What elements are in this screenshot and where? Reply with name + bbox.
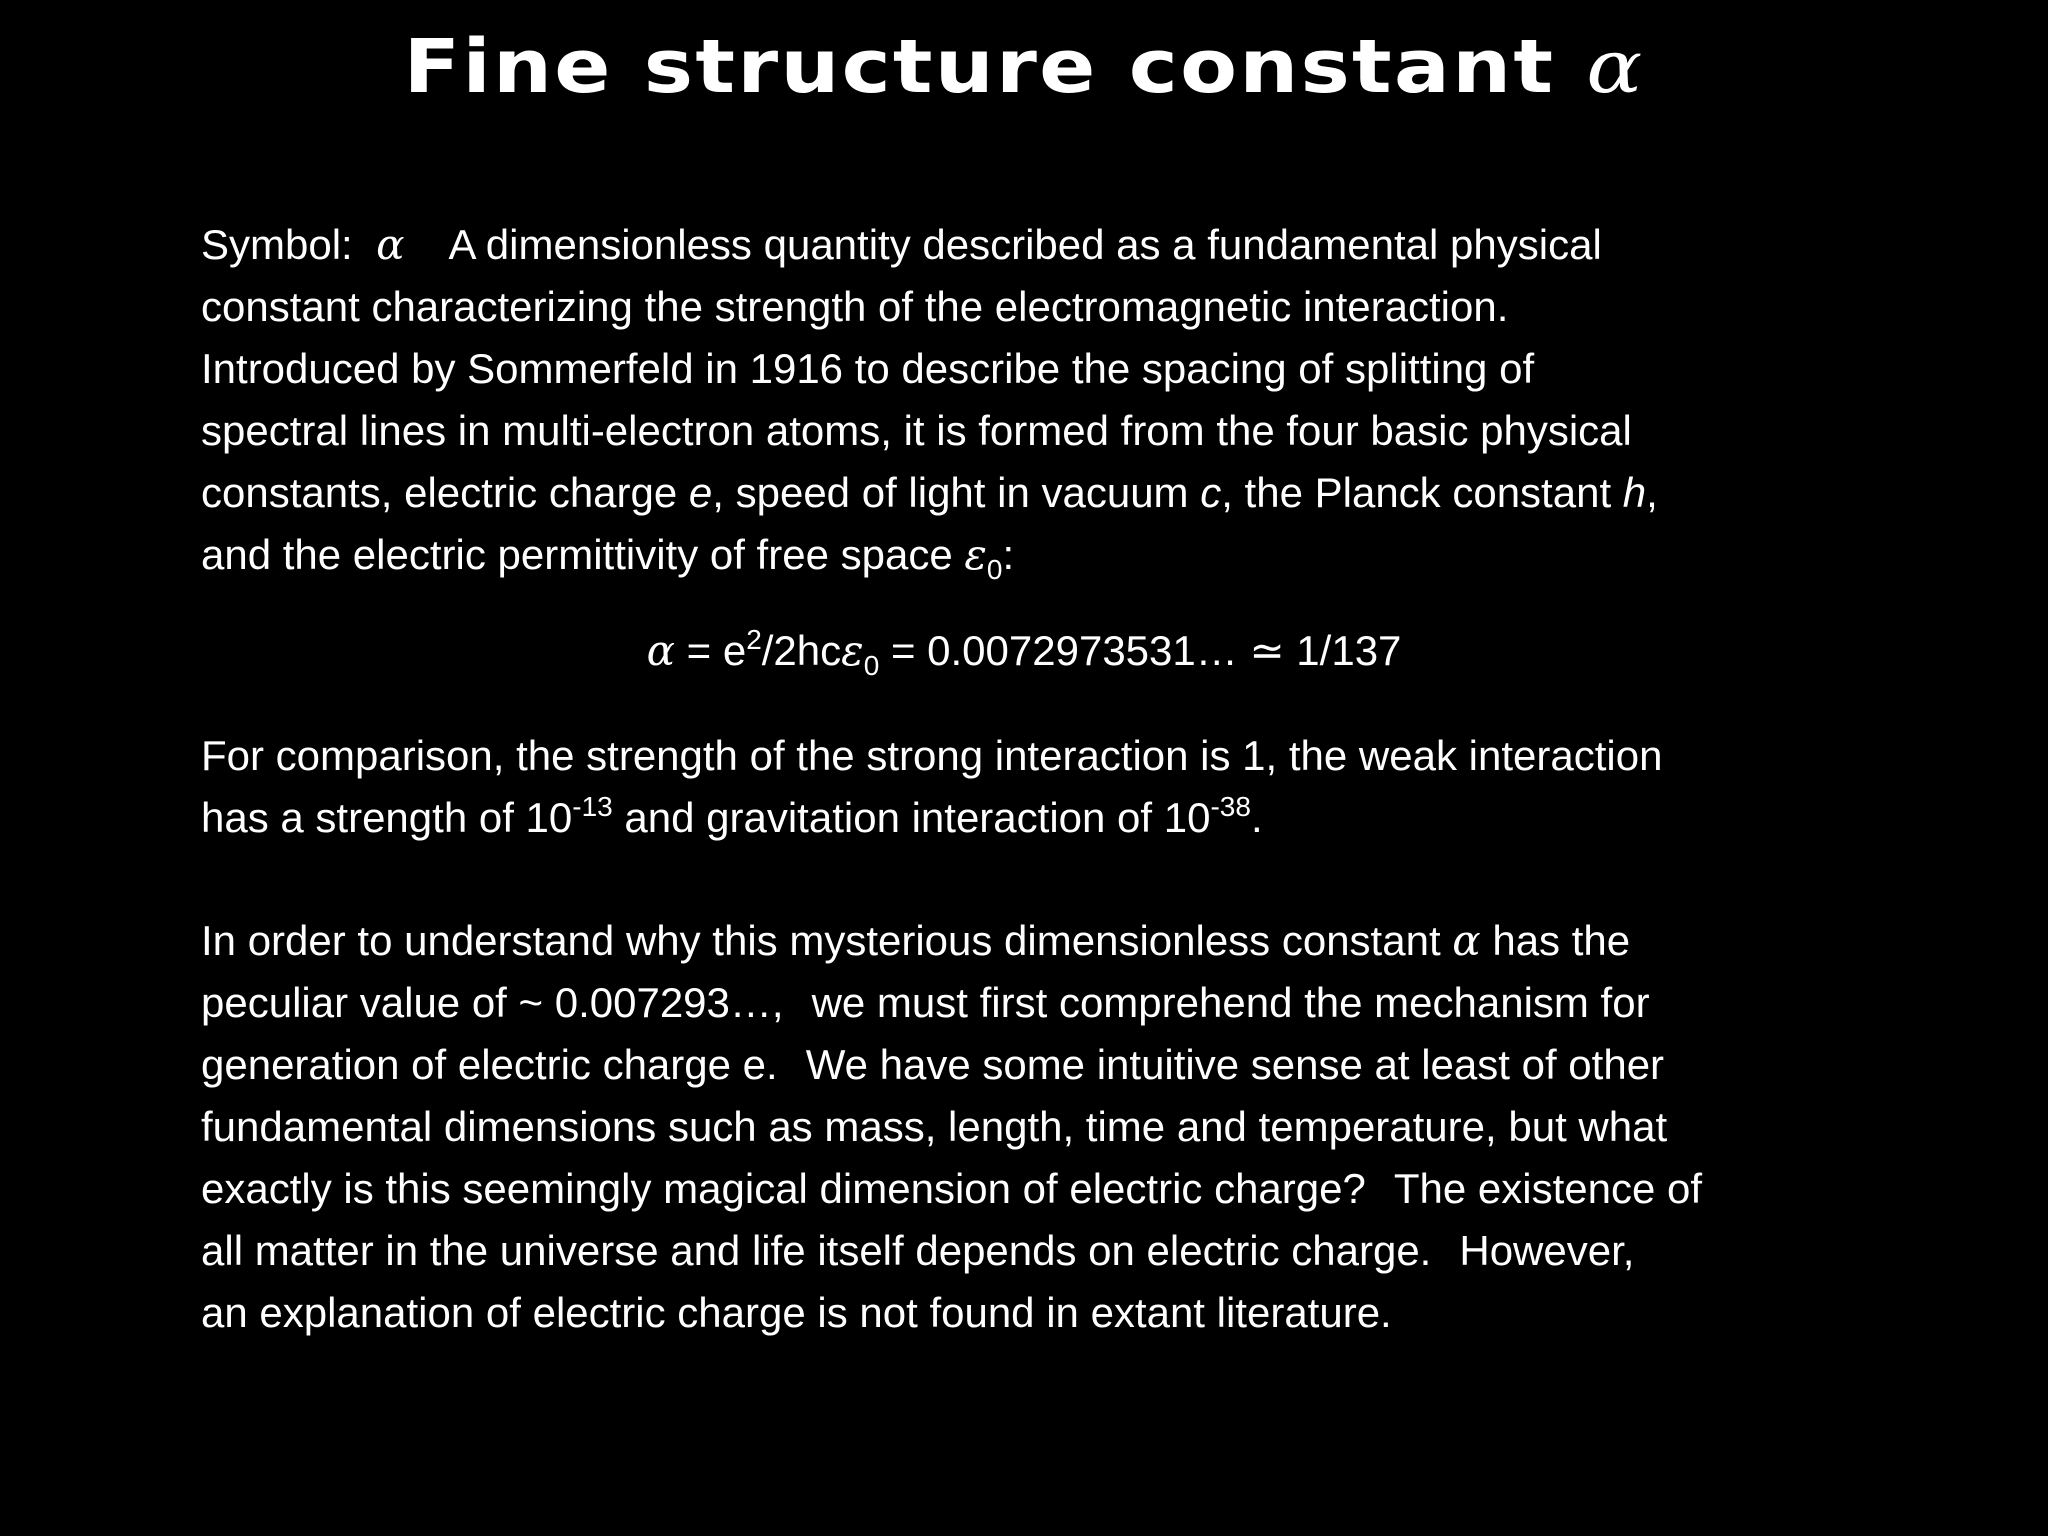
para1-line-5: constants, electric charge e, speed of light in vacuum c, the Planck constant h, xyxy=(201,469,1658,516)
symbol-alpha: α xyxy=(376,220,405,269)
para3-line-6: all matter in the universe and life itself depends on electric charge. However, xyxy=(201,1227,1635,1274)
para3-line-7: an explanation of electric charge is not found in extant literature. xyxy=(201,1289,1392,1336)
para1-line-2: constant characterizing the strength of the electromagnetic interaction. xyxy=(201,283,1509,330)
para3-line-5: exactly is this seemingly magical dimension of electric charge? The existence of xyxy=(201,1165,1703,1212)
title-alpha-symbol: α xyxy=(1586,24,1645,110)
approx-symbol: ≃ xyxy=(1249,627,1285,674)
equation-alpha: α xyxy=(646,626,675,675)
title-text: Fine structure constant xyxy=(403,24,1556,110)
comparison-paragraph xyxy=(201,725,1881,849)
para3-line-1: In order to understand why this mysterious dimensionless constant α has the xyxy=(201,916,1631,965)
para1-line-6: and the electric permittivity of free space $\varepsilon_0$: xyxy=(201,530,1015,585)
para2-line-2: has a strength of $10^{-13}$ and gravitation interaction of $10^{-38}$. xyxy=(201,791,1263,841)
electric-charge-paragraph xyxy=(201,910,1881,1344)
definition-paragraph xyxy=(201,214,1881,586)
fine-structure-equation: $\alpha = e^2/2hc\varepsilon_0$ = 0.0072973531… ≃ 1/137 xyxy=(646,624,1402,681)
para1-line-3: Introduced by Sommerfeld in 1916 to describe the spacing of splitting of xyxy=(201,345,1535,392)
slide-title xyxy=(0,22,2048,112)
para3-line-2: peculiar value of ~ 0.007293…, we must first comprehend the mechanism for xyxy=(201,979,1650,1026)
para3-line-4: fundamental dimensions such as mass, length, time and temperature, but what xyxy=(201,1103,1668,1150)
para1-line-4: spectral lines in multi-electron atoms, it is formed from the four basic physical xyxy=(201,407,1632,454)
symbol-label: Symbol: xyxy=(201,221,353,268)
para1-line-1: Symbol: α A dimensionless quantity described as a fundamental physical xyxy=(201,220,1602,269)
para2-line-1: For comparison, the strength of the strong interaction is 1, the weak interaction xyxy=(201,732,1663,779)
para3-line-3: generation of electric charge e. We have some intuitive sense at least of other xyxy=(201,1041,1665,1088)
